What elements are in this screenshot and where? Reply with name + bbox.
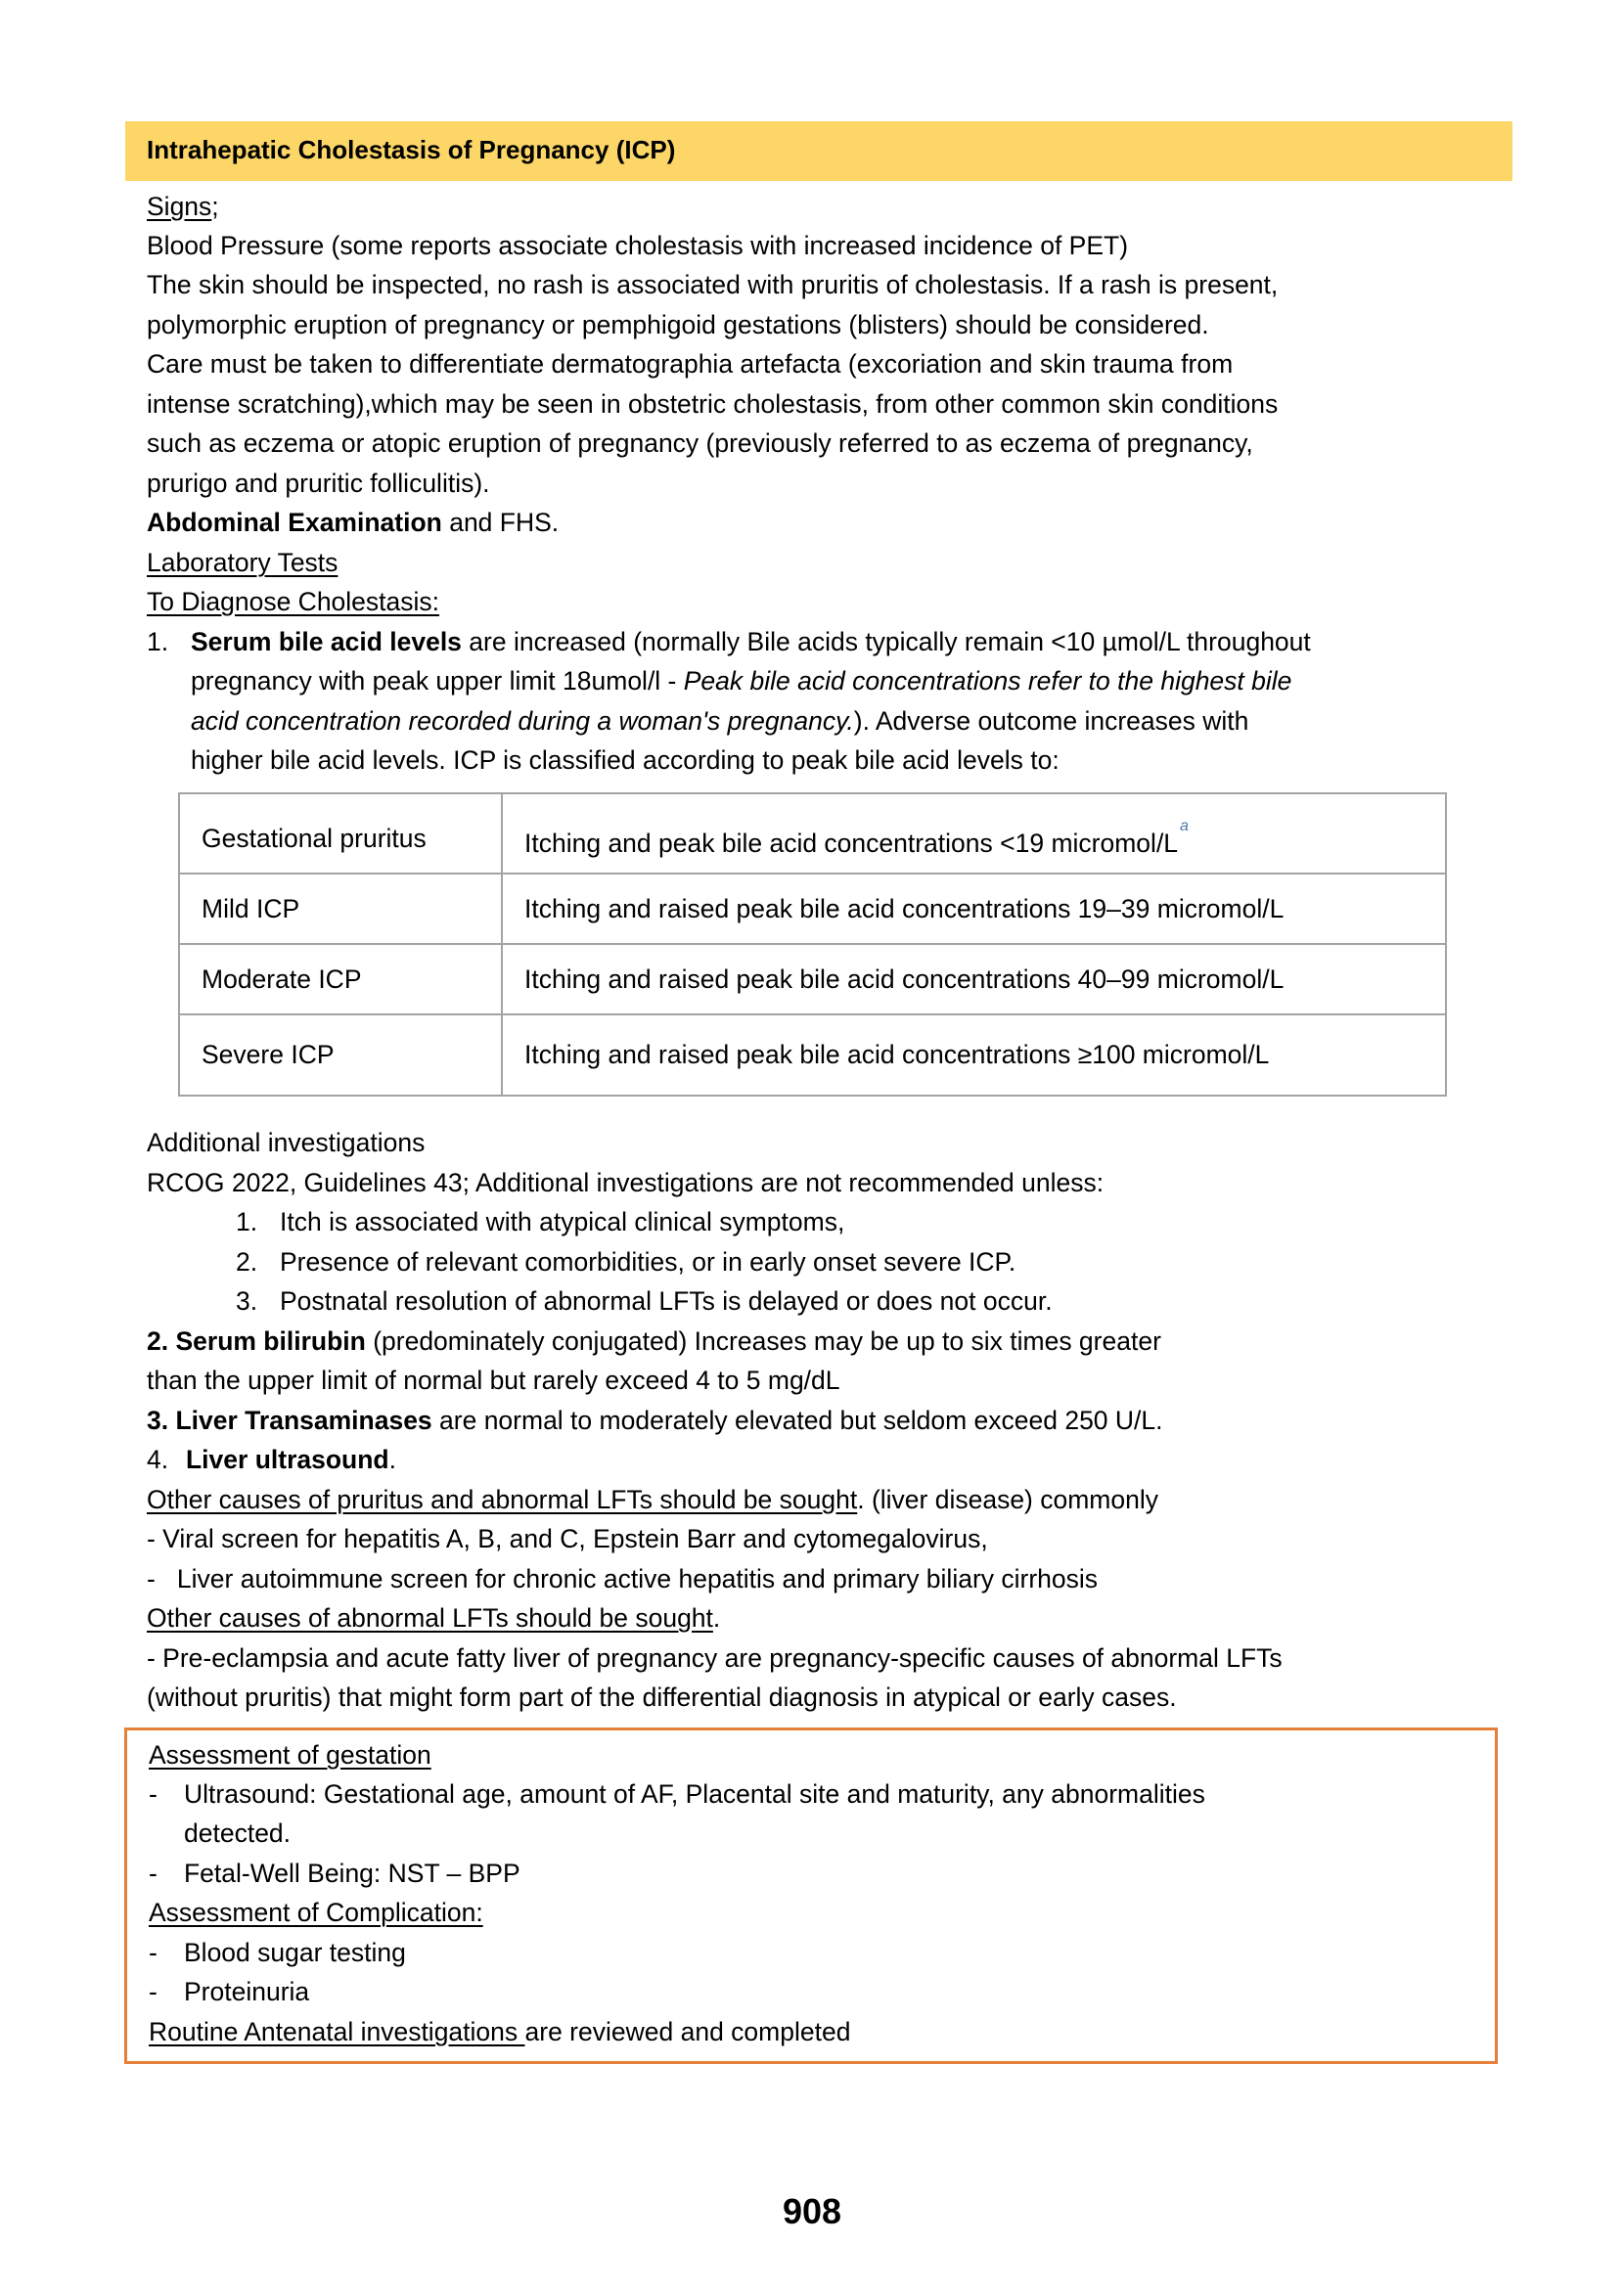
description-text: Itching and peak bile acid concentrations <19 micromol/L [524, 829, 1179, 858]
assessment-gestation-heading: Assessment of gestation [149, 1740, 431, 1770]
liver-ultrasound-line [147, 1444, 396, 1475]
signs-heading [147, 191, 219, 222]
table-cell-category: Gestational pruritus [179, 793, 502, 874]
bile-acid-item-line2 [191, 665, 1291, 696]
table-row [179, 944, 1446, 1014]
bile-acid-text: pregnancy with peak upper limit 18umol/l - [191, 666, 684, 696]
bilirubin-label: 2. Serum bilirubin [147, 1326, 366, 1356]
bilirubin-line1 [147, 1325, 1161, 1357]
other-causes-lft-heading: Other causes of abnormal LFTs should be sought [147, 1603, 713, 1633]
bile-acid-text: are increased (normally Bile acids typically remain <10 µmol/L throughout [461, 627, 1311, 656]
list-item-text: Itch is associated with atypical clinical symptoms, [280, 1207, 845, 1236]
other-causes-pruritus-heading: Other causes of pruritus and abnormal LFTs should be sought [147, 1485, 858, 1514]
list-item-text: Presence of relevant comorbidities, or in early onset severe ICP. [280, 1247, 1016, 1277]
signs-heading-suffix: ; [211, 192, 219, 221]
table-cell-description: Itching and raised peak bile acid concentrations 19–39 micromol/L [502, 874, 1446, 944]
table-cell-description: Itching and raised peak bile acid concentrations ≥100 micromol/L [502, 1014, 1446, 1096]
list-number: 1. [147, 627, 169, 656]
table-row [179, 1014, 1446, 1096]
bile-acid-definition: acid concentration recorded during a woman's pregnancy. [191, 706, 854, 736]
additional-investigations-intro: RCOG 2022, Guidelines 43; Additional investigations are not recommended unless: [147, 1168, 1105, 1197]
list-item [236, 1206, 844, 1237]
list-item-text: Ultrasound: Gestational age, amount of AF, Placental site and maturity, any abnormalities [184, 1779, 1205, 1809]
signs-line: Blood Pressure (some reports associate cholestasis with increased incidence of PET) [147, 231, 1129, 260]
signs-line: intense scratching),which may be seen in obstetric cholestasis, from other common skin conditions [147, 389, 1279, 419]
list-number: 1. [236, 1207, 258, 1236]
other-causes-lft-suffix: . [712, 1603, 721, 1633]
signs-line: such as eczema or atopic eruption of pregnancy (previously referred to as eczema of pregnancy, [147, 428, 1253, 458]
list-number: 4. [147, 1445, 169, 1474]
bile-acid-item-line3 [191, 705, 1248, 737]
table-row [179, 874, 1446, 944]
assessment-complication-heading: Assessment of Complication: [149, 1898, 483, 1927]
dash-bullet: - [149, 1779, 158, 1809]
list-item-text: Proteinuria [184, 1977, 310, 2006]
list-item: (without pruritis) that might form part of the differential diagnosis in atypical or early cases. [147, 1683, 1177, 1712]
bilirubin-line2: than the upper limit of normal but rarely exceed 4 to 5 mg/dL [147, 1366, 840, 1395]
dash-bullet: - [149, 1938, 158, 1967]
table-cell-description: Itching and raised peak bile acid concentrations 40–99 micromol/L [502, 944, 1446, 1014]
list-item [149, 1937, 406, 1968]
list-item: - Liver autoimmune screen for chronic active hepatitis and primary biliary cirrhosis [147, 1564, 1099, 1593]
bile-acid-item-line4: higher bile acid levels. ICP is classified according to peak bile acid levels to: [191, 745, 1060, 775]
bile-acid-definition: Peak bile acid concentrations refer to the highest bile [683, 666, 1292, 696]
table-cell-category: Moderate ICP [179, 944, 502, 1014]
list-item-text: Postnatal resolution of abnormal LFTs is delayed or does not occur. [280, 1286, 1053, 1316]
bile-acid-label: Serum bile acid levels [191, 627, 462, 656]
list-item: - Viral screen for hepatitis A, B, and C, Epstein Barr and cytomegalovirus, [147, 1524, 988, 1553]
transaminases-line [147, 1405, 1163, 1436]
icp-classification-table [178, 792, 1447, 1097]
dash-bullet: - [149, 1977, 158, 2006]
routine-antenatal-rest: are reviewed and completed [524, 2017, 851, 2046]
list-item [149, 1976, 309, 2007]
list-number: 3. [236, 1286, 258, 1316]
signs-heading-text: Signs [147, 192, 212, 221]
other-causes-lft-line [147, 1602, 720, 1634]
table-cell-category: Severe ICP [179, 1014, 502, 1096]
signs-line: polymorphic eruption of pregnancy or pemphigoid gestations (blisters) should be considered. [147, 310, 1209, 339]
section-header-band [125, 121, 1512, 181]
footnote-marker[interactable]: a [1180, 818, 1189, 834]
abdominal-examination-rest: and FHS. [441, 508, 560, 537]
table-cell-category: Mild ICP [179, 874, 502, 944]
laboratory-tests-heading: Laboratory Tests [147, 548, 338, 577]
section-title: Intrahepatic Cholestasis of Pregnancy (ICP) [147, 135, 676, 164]
routine-antenatal-heading: Routine Antenatal investigations [149, 2017, 525, 2046]
list-item [149, 1778, 1205, 1810]
liver-ultrasound-label: Liver ultrasound [186, 1445, 389, 1474]
other-causes-pruritus-rest: . (liver disease) commonly [857, 1485, 1158, 1514]
list-item [236, 1246, 1015, 1278]
transaminases-text: are normal to moderately elevated but seldom exceed 250 U/L. [431, 1406, 1163, 1435]
table-cell-description [502, 793, 1446, 874]
transaminases-label: 3. Liver Transaminases [147, 1406, 432, 1435]
other-causes-pruritus-line [147, 1484, 1158, 1515]
page-number: 908 [783, 2191, 842, 2231]
list-item [149, 1858, 520, 1889]
list-item-continuation: detected. [184, 1818, 292, 1848]
routine-antenatal-line [149, 2016, 850, 2047]
assessment-box [124, 1728, 1498, 2064]
list-number: 2. [236, 1247, 258, 1277]
bile-acid-text: ). Adverse outcome increases with [853, 706, 1249, 736]
signs-line: prurigo and pruritic folliculitis). [147, 469, 490, 498]
list-item-text: Blood sugar testing [184, 1938, 406, 1967]
diagnose-cholestasis-heading: To Diagnose Cholestasis: [147, 587, 440, 616]
table-row [179, 793, 1446, 874]
signs-line: Care must be taken to differentiate dermatographia artefacta (excoriation and skin trauma from [147, 349, 1234, 379]
bile-acid-item-line1 [147, 626, 1311, 657]
abdominal-examination-label: Abdominal Examination [147, 508, 442, 537]
list-item-text: Fetal-Well Being: NST – BPP [184, 1859, 520, 1888]
bilirubin-text: (predominately conjugated) Increases may be up to six times greater [365, 1326, 1161, 1356]
abdominal-examination-line [147, 507, 559, 538]
list-item: - Pre-eclampsia and acute fatty liver of pregnancy are pregnancy-specific causes of abnormal LFTs [147, 1643, 1283, 1673]
signs-line: The skin should be inspected, no rash is associated with pruritis of cholestasis. If a rash is present, [147, 270, 1279, 299]
liver-ultrasound-suffix: . [388, 1445, 396, 1474]
list-item [236, 1285, 1053, 1317]
additional-investigations-heading: Additional investigations [147, 1128, 426, 1157]
dash-bullet: - [149, 1859, 158, 1888]
